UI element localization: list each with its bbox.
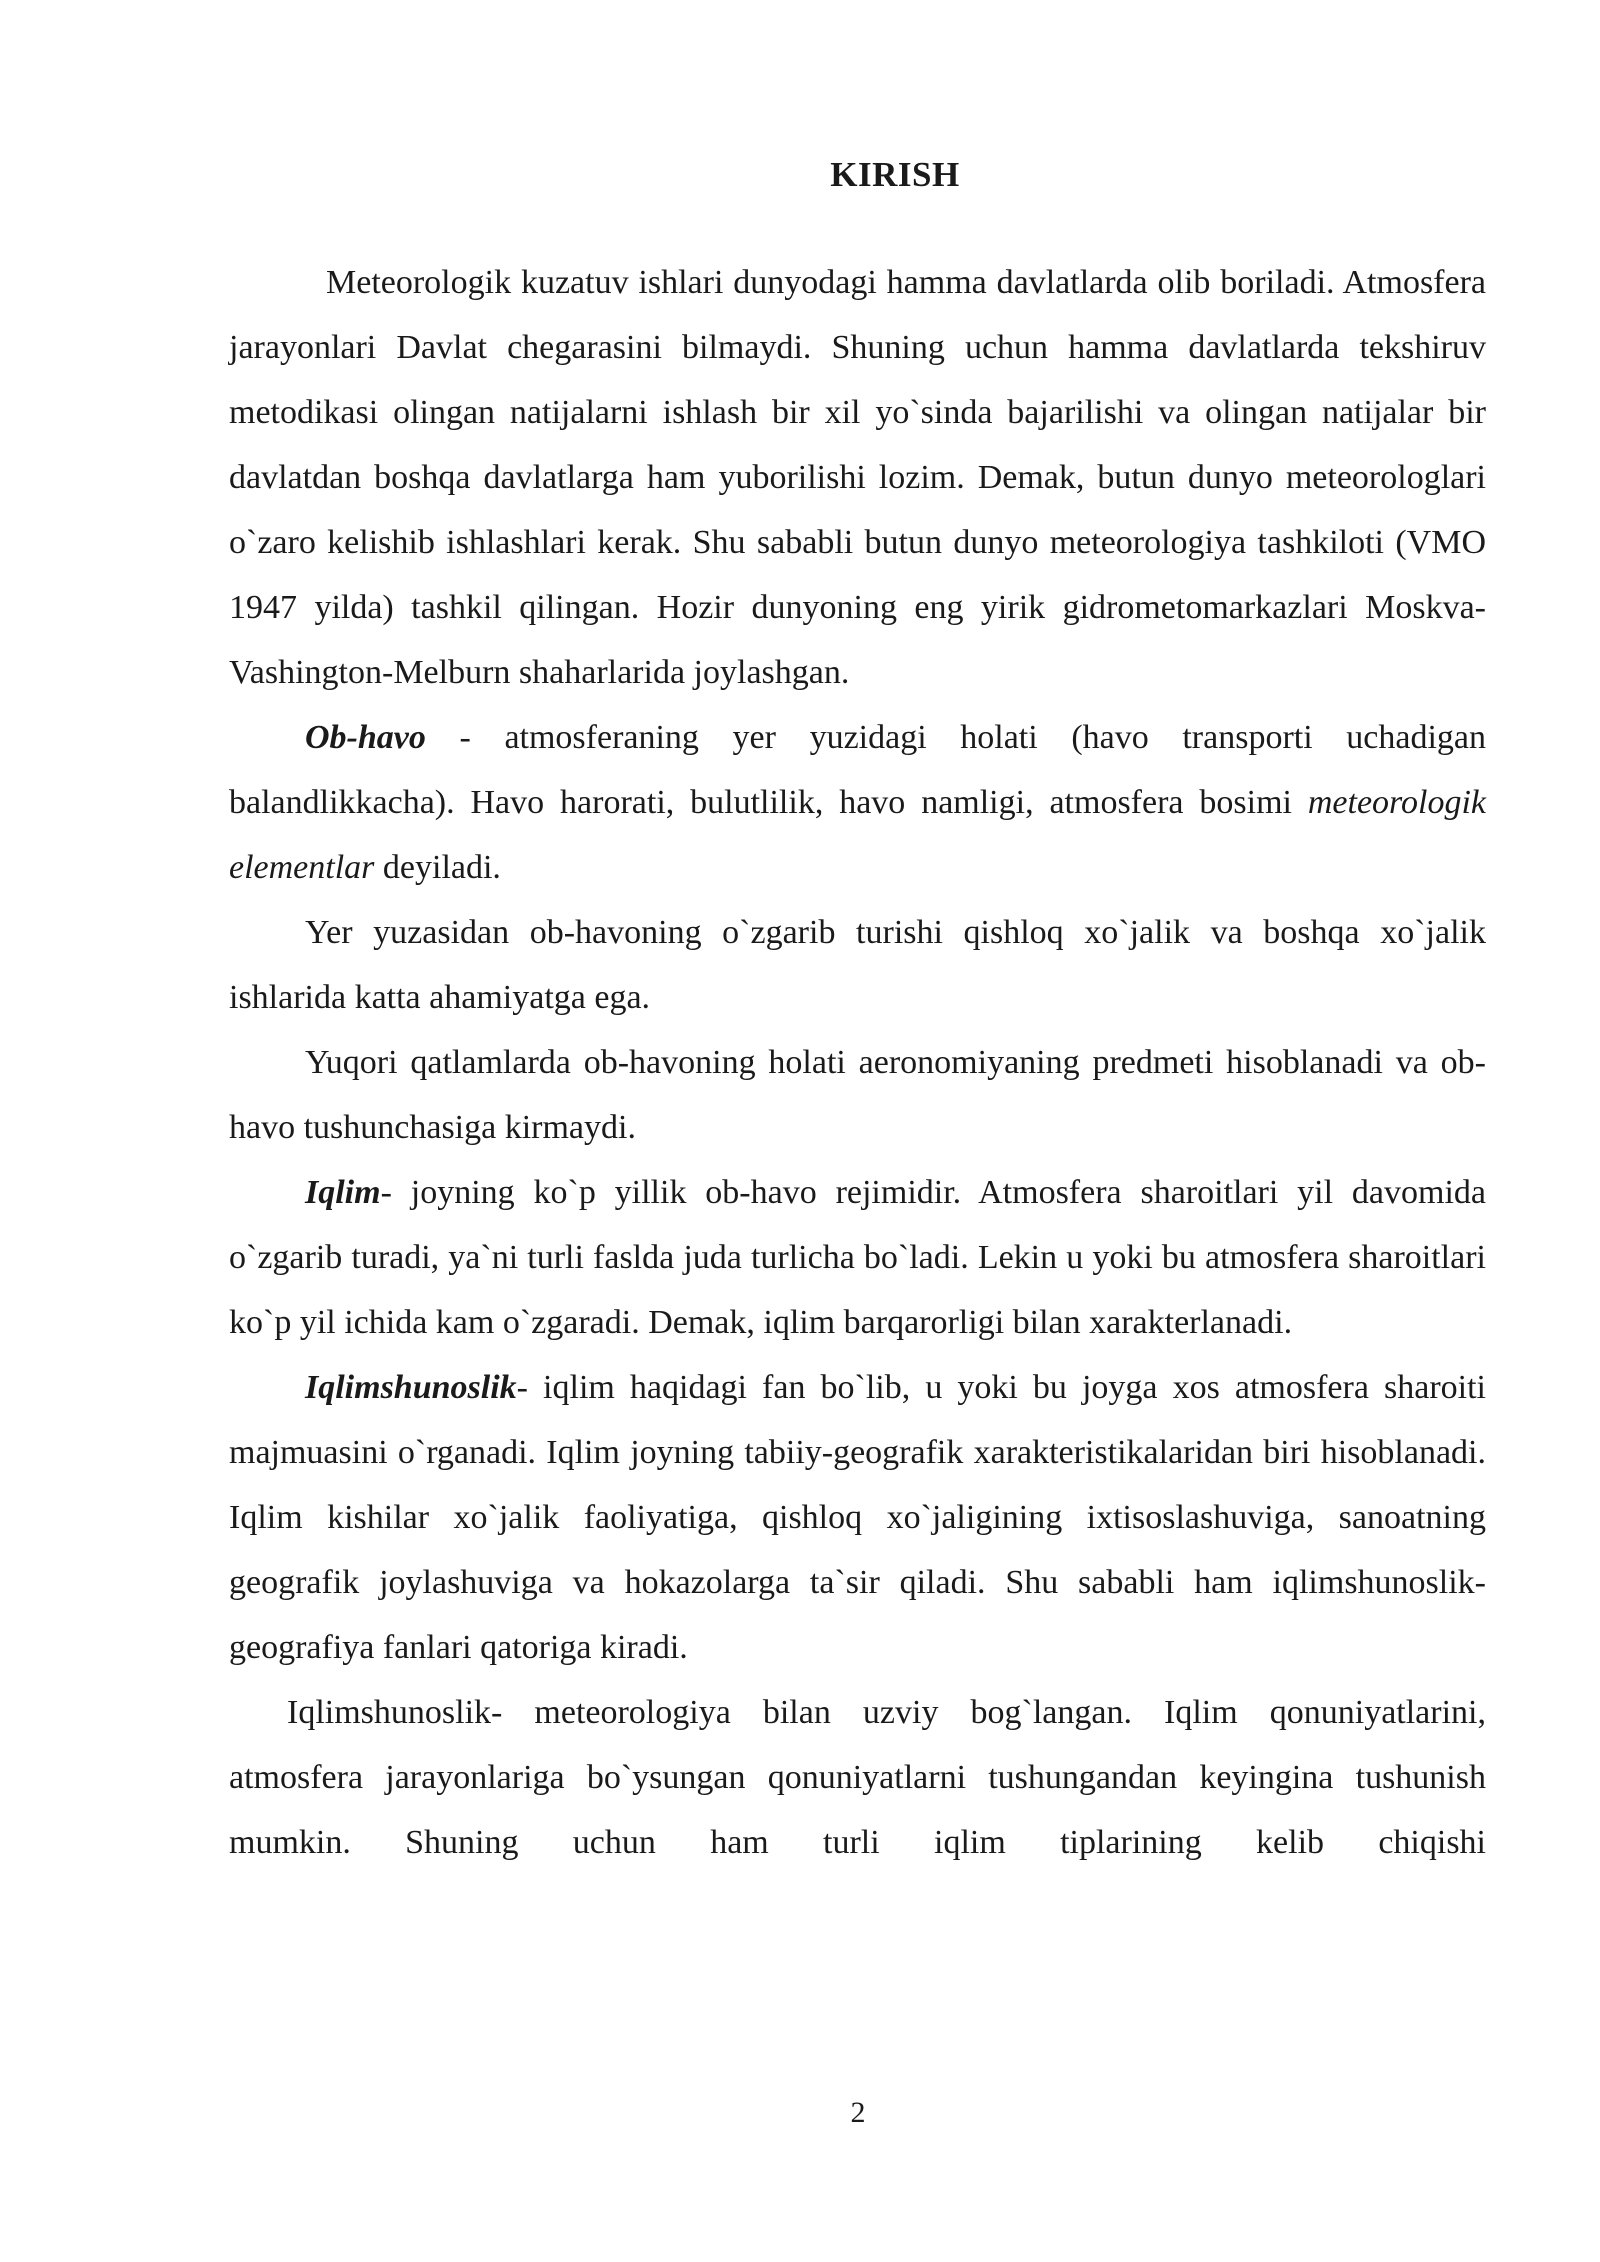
paragraph-5-text: - joyning ko`p yillik ob-havo rejimidir. Atmosfera sharoitlari yil davomida o`zgarib turadi, ya`ni turli faslda juda turlicha bo`ladi. Lekin u yoki bu atmosfera sharoitlari ko`p yil ichida kam o`zgaradi. Demak, iqlim barqarorligi bilan xarakterlanadi. [229, 1174, 1486, 1341]
paragraph-6-text: - iqlim haqidagi fan bo`lib, u yoki bu joyga xos atmosfera sharoiti majmuasini o`rganadi. Iqlim joyning tabiiy-geografik xarakteristikalaridan biri hisoblanadi. Iqlim kishilar xo`jalik faoliyatiga, qishloq xo`jaligining ixtisoslashuviga, sanoatning geografik joylashuviga va hokazolarga ta`sir qiladi. Shu sababli ham iqlimshunoslik-geografiya fanlari qatoriga kiradi. [229, 1369, 1486, 1666]
page-number: 2 [850, 2096, 866, 2129]
term-ob-havo: Ob-havo [305, 719, 426, 756]
page-title: KIRISH [830, 155, 960, 194]
body-text [229, 250, 1486, 1875]
paragraph-2-text-a: - atmosferaning yer yuzidagi holati (havo transporti uchadigan balandlikkacha). Havo harorati, bulutlilik, havo namligi, atmosfera bosimi [229, 719, 1486, 821]
paragraph-3: Yer yuzasidan ob-havoning o`zgarib turishi qishloq xo`jalik va boshqa xo`jalik ishlarida katta ahamiyatga ega. [229, 914, 1486, 1016]
paragraph-2-text-b: deyiladi. [374, 849, 501, 886]
paragraph-4: Yuqori qatlamlarda ob-havoning holati aeronomiyaning predmeti hisoblanadi va ob-havo tushunchasiga kirmaydi. [229, 1044, 1486, 1146]
paragraph-2 [229, 705, 1486, 900]
paragraph-7: Iqlimshunoslik- meteorologiya bilan uzviy bog`langan. Iqlim qonuniyatlarini, atmosfera jarayonlariga bo`ysungan qonuniyatlarni tushungandan keyingina tushunish mumkin. Shuning uchun ham turli iqlim tiplarining kelib chiqishi [229, 1694, 1486, 1861]
paragraph-6 [229, 1355, 1486, 1680]
paragraph-5 [229, 1160, 1486, 1355]
term-iqlimshunoslik: Iqlimshunoslik [305, 1369, 517, 1406]
italic-phrase: meteorologik elementlar [229, 784, 1486, 886]
term-iqlim: Iqlim [305, 1174, 381, 1211]
paragraph-1: Meteorologik kuzatuv ishlari dunyodagi hamma davlatlarda olib boriladi. Atmosfera jarayonlari Davlat chegarasini bilmaydi. Shuning uchun hamma davlatlarda tekshiruv metodikasi olingan natijalarni ishlash bir xil yo`sinda bajarilishi va olingan natijalar bir davlatdan boshqa davlatlarga ham yuborilishi lozim. Demak, butun dunyo meteorologlari o`zaro kelishib ishlashlari kerak. Shu sababli butun dunyo meteorologiya tashkiloti (VMO 1947 yilda) tashkil qilingan. Hozir dunyoning eng yirik gidrometomarkazlari Moskva-Vashington-Melburn shaharlarida joylashgan. [229, 264, 1486, 691]
